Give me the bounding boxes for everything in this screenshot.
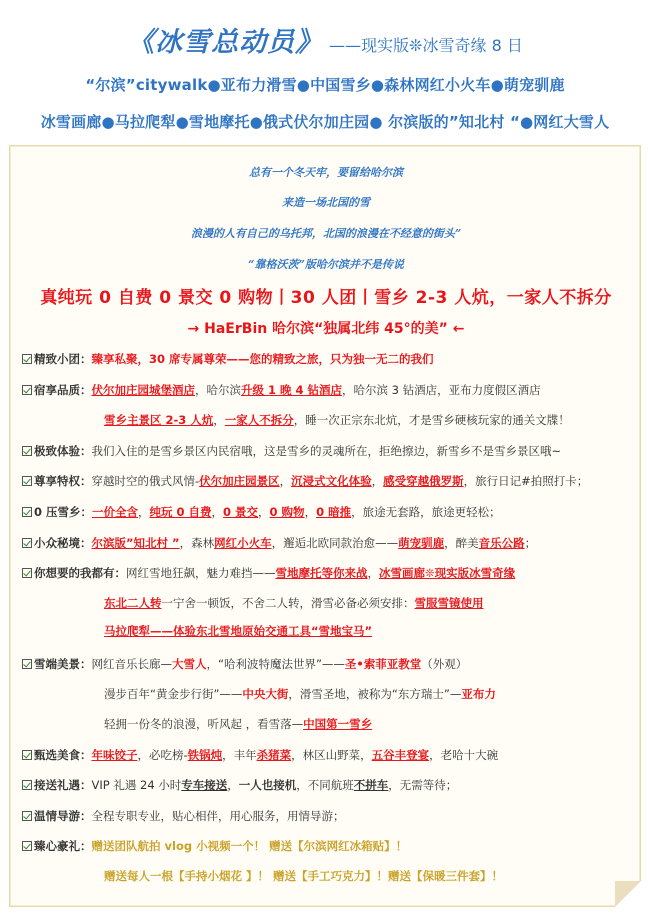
checkbox-icon <box>22 385 32 395</box>
feature-row-everything: 你想要的我都有：网红雪地狂飙，魅力难挡——雪地摩托等你来战，冰雪画廊❊现实版冰雪奇缘 <box>22 565 515 581</box>
highlights-line-2: 冰雪画廊●马拉爬犁●雪地摩托●俄式伏尔加庄园● 尔滨版的”知北村 “●网红大雪人 <box>40 113 610 131</box>
checkbox-icon <box>22 659 32 669</box>
page-subtitle: ——现实版❊冰雪奇缘 8 日 <box>329 36 523 55</box>
feature-row-gifts-cont: 赠送每人一根【手持小烟花 】！ 赠送【手工巧克力】！赠送【保暖三件套】！ <box>104 869 504 883</box>
feature-row-experience: 极致体验：我们入住的是雪乡景区内民宿哦，这是雪乡的灵魂所在，拒绝擦边，新雪乡不是雪乡景区哦~ <box>22 443 561 459</box>
checkbox-icon <box>22 568 32 578</box>
feature-row-hidden-gems: 小众秘境：尔滨版”知北村 ”，森林网红小火车，邂逅北欧同款治愈——萌宠驯鹿，醉美音乐公路； <box>22 535 536 551</box>
feature-row-everything-cont-2: 马拉爬犁——体验东北雪地原始交通工具“雪地宝马” <box>104 624 373 638</box>
highlights-line-1: “尔滨”citywalk●亚布力滑雪●中国雪乡●森林网红小火车●萌宠驯鹿 <box>85 76 565 94</box>
checkbox-icon <box>22 538 32 548</box>
page-curl-decoration <box>615 881 641 907</box>
checkbox-icon <box>22 811 32 821</box>
feature-row-zero-pressure: 0 压雪乡：一价全含，纯玩 0 自费，0 景交，0 购物，0 暗推，旅途无套路，旅途更轻松； <box>22 504 501 520</box>
poem-line-2: 来造一场北国的雪 <box>282 196 370 209</box>
slogan: 真纯玩 0 自费 0 景交 0 购物丨30 人团丨雪乡 2-3 人炕，一家人不拆分 <box>40 288 612 308</box>
feature-row-everything-cont-1: 东北二人转一宁舍一顿饭，不舍二人转，滑雪必备必须安排：雪服雪镜使用 <box>104 596 484 610</box>
feature-row-scenery: 雪端美景：网红音乐长廊—大雪人，“哈利波特魔法世界”——圣•索菲亚教堂（外观） <box>22 656 467 672</box>
feature-row-small-group: 精致小团：臻享私聚，30 席专属尊荣——您的精致之旅，只为独一无二的我们 <box>22 351 434 367</box>
feature-row-cuisine: 甄选美食：年味饺子，必吃榜-铁锅炖，丰年杀猪菜，林区山野菜，五谷丰登宴，老哈十大碗 <box>22 747 498 763</box>
checkbox-icon <box>22 354 32 364</box>
feature-row-privileges: 尊享特权：穿越时空的俄式风情-伏尔加庄园景区，沉浸式文化体验，感受穿越俄罗斯，旅行日记#拍照打卡； <box>22 473 588 489</box>
checkbox-icon <box>22 841 32 851</box>
checkbox-icon <box>22 476 32 486</box>
title-line <box>0 20 650 59</box>
checkbox-icon <box>22 507 32 517</box>
feature-row-scenery-cont-1: 漫步百年“黄金步行街”——中央大街，滑雪圣地，被称为“东方瑞士”—亚布力 <box>104 687 496 701</box>
checkbox-icon <box>22 750 32 760</box>
page-title: 《冰雪总动员》 <box>127 27 324 58</box>
feature-row-guide: 温情导游：全程专职专业，贴心相伴，用心服务，用情导游； <box>22 808 345 824</box>
feature-row-scenery-cont-2: 轻拥一份冬的浪漫，听风起 ，看雪落—中国第一雪乡 <box>104 717 373 731</box>
tagline: → HaErBin 哈尔滨“独属北纬 45°的美” ← <box>187 321 465 337</box>
poem-line-1: 总有一个冬天牢，要留给哈尔滨 <box>249 166 403 179</box>
feature-row-accommodation-cont: 雪乡主景区 2-3 人炕，一家人不拆分，睡一次正宗东北炕，才是雪乡硬核玩家的通关文牒！ <box>104 413 570 427</box>
feature-row-accommodation: 宿享品质：伏尔加庄园城堡酒店，哈尔滨升级 1 晚 4 钻酒店，哈尔滨 3 钻酒店，亚布力度假区酒店 <box>22 382 541 398</box>
checkbox-icon <box>22 446 32 456</box>
poem-line-3: 浪漫的人有自己的乌托邦，北国的浪漫在不经意的街头” <box>190 227 462 240</box>
itinerary-card <box>9 145 641 907</box>
feature-row-gifts: 臻心豪礼：赠送团队航拍 vlog 小视频一个！ 赠送【尔滨网红冰箱贴】！ <box>22 838 407 854</box>
poem-line-4: “靠格沃茨”版哈尔滨并不是传说 <box>248 258 404 271</box>
feature-row-transfer: 接送礼遇：VIP 礼遇 24 小时专车接送，一人也接机，不同航班不拼车，无需等待； <box>22 777 457 793</box>
checkbox-icon <box>22 780 32 790</box>
